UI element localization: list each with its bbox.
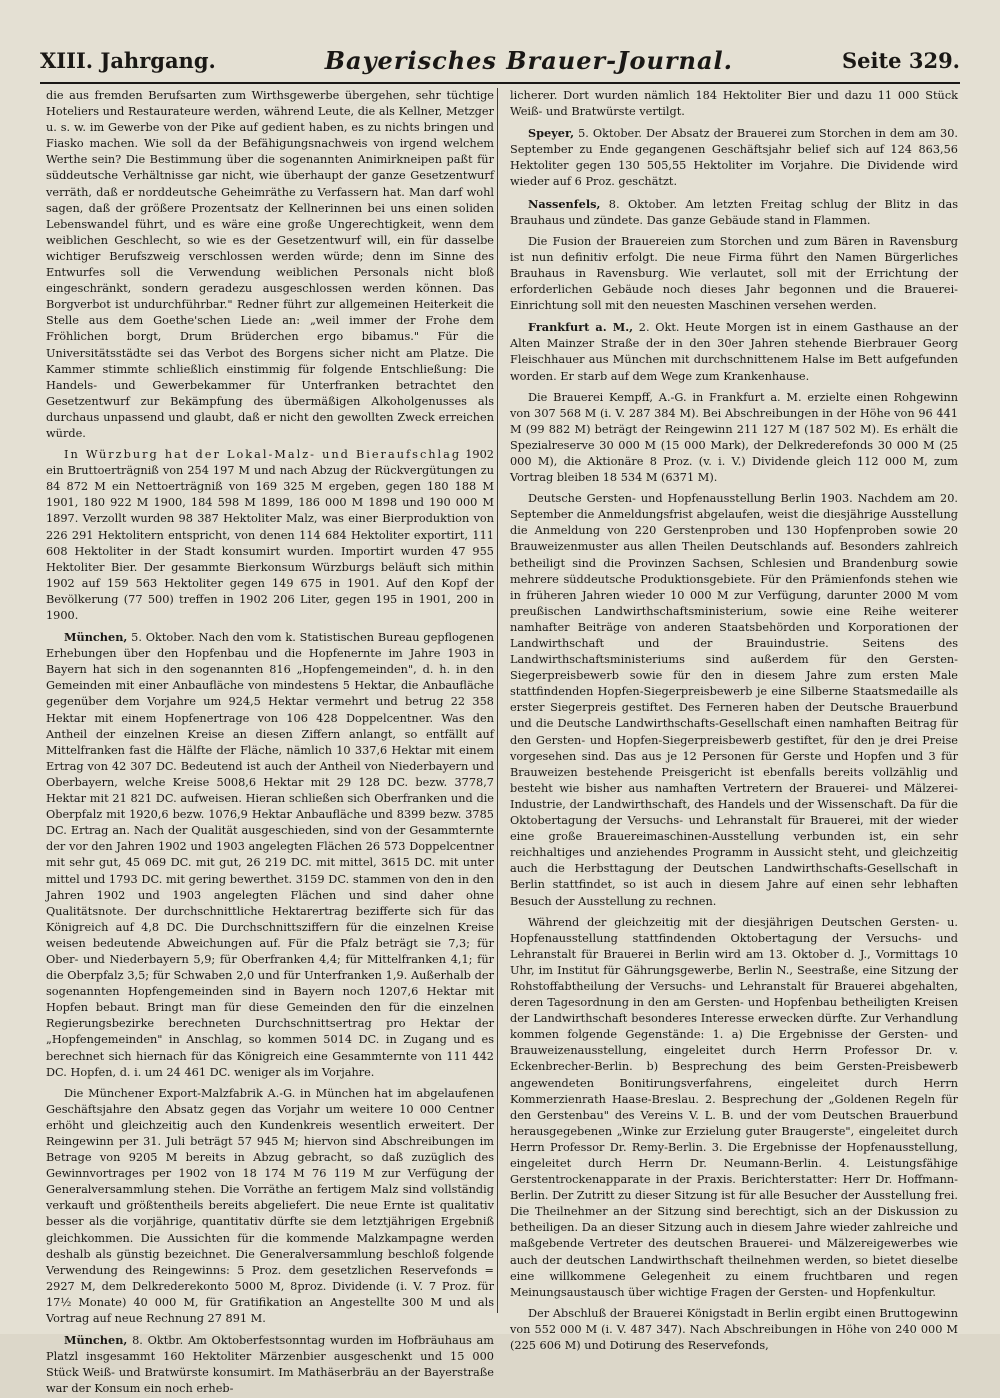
article-body: 2. Okt. Heute Morgen ist in einem Gasthause an der Alten Mainzer Straße der in den 30er Jahren stehende Bierbrauer Georg Fleischhauer aus München mit durchschnittenem Halse im Bett aufgefunden worden. Er starb auf dem Wege zum Krankenhause.	[510, 321, 958, 383]
header-rule	[40, 82, 960, 84]
article-paragraph	[46, 1332, 494, 1397]
article-lead: Speyer,	[528, 126, 575, 141]
article-paragraph	[510, 196, 958, 229]
article-paragraph: Die Brauerei Kempff, A.-G. in Frankfurt a. M. erzielte einen Rohgewinn von 307 568 M (i. V. 287 384 M). Bei Abschreibungen in der Höhe von 96 441 M (99 882 M) beträgt der Reingewinn 211 127 M (187 502 M). Es erhält die Spezialreserve 30 000 M (15 000 Mark), der Delkrederefonds 30 000 M (25 000 M), die Aktionäre 8 Proz. (v. i. V.) Dividende gleich 112 000 M, zum Vortrag bleiben 18 534 M (6371 M).	[510, 390, 958, 485]
article-body: 8. Oktober. Am letzten Freitag schlug der Blitz in das Brauhaus und zündete. Das ganze Gebäude stand in Flammen.	[510, 197, 958, 227]
article-lead: In Würzburg hat der Lokal-Malz- und Bieraufschlag	[64, 448, 462, 462]
article-body: 5. Oktober. Nach den vom k. Statistischen Bureau gepflogenen Erhebungen über den Hopfenbau und die Hopfenernte im Jahre 1903 in Bayern hat sich in den sogenannten 816 „Hopfengemeinden", d. h. in den Gemeinden mit einer Anbaufläche von mindestens 5 Hektar, die Anbaufläche gegenüber dem Vorjahre um 924,5 Hektar vermehrt und betrug 22 358 Hektar mit einem Hopfenertrage von 106 428 Doppelcentner. Was den Antheil der einzelnen Kreise an diesen Ziffern anlangt, so entfällt auf Mittelfranken fast die Hälfte der Fläche, nämlich 10 337,6 Hektar mit einem Ertrag von 42 307 DC. Bedeutend ist auch der Antheil von Niederbayern und Oberbayern, welche Kreise 5008,6 Hektar mit 29 128 DC. bezw. 3778,7 Hektar mit 21 821 DC. aufweisen. Hieran schließen sich Oberfranken und die Oberpfalz mit 1920,6 bezw. 1076,9 Hektar Anbaufläche und 8399 bezw. 3785 DC. Ertrag an. Nach der Qualität ausgeschieden, sind von der Gesammternte der vor den Jahren 1902 und 1903 angelegten Flächen 26 573 Doppelcentner mit sehr gut, 45 069 DC. mit gut, 26 219 DC. mit mittel, 3615 DC. mit unter mittel und 1793 DC. mit gering bewerthet. 3159 DC. stammen von den in den Jahren 1902 und 1903 angelegten Flächen und sind daher ohne Qualitätsnote. Der durchschnittliche Hektarertrag bezifferte sich für das Königreich auf 4,8 DC. Die Durchschnittsziffern für die einzelnen Kreise weisen bedeutende Abweichungen auf. Für die Pfalz beträgt sie 7,3; für Ober- und Niederbayern 5,9; für Oberfranken 4,4; für Mittelfranken 4,1; für die Oberpfalz 3,5; für Schwaben 2,0 und für Unterfranken 1,9. Außerhalb der sogenannten Hopfengemeinden sind in Bayern noch 1207,6 Hektar mit Hopfen bebaut. Bringt man für diese Gemeinden den für die einzelnen Regierungsbezirke berechneten Durchschnittsertrag pro Hektar der „Hopfengemeinden" in Anschlag, so kommen 5014 DC. in Zugang und es berechnet sich hiernach für das Königreich eine Gesammternte von 111 442 DC. Hopfen, d. i. um 24 461 DC. weniger als im Vorjahre.	[46, 631, 494, 1079]
article-paragraph: die aus fremden Berufsarten zum Wirthsgewerbe übergehen, sehr tüchtige Hoteliers und Restaurateure werden, während Leute, die als Kellner, Metzger u. s. w. im Gewerbe von der Pike auf gedient haben, es zu nichts bringen und Fiasko machen. Wie soll da der Befähigungsnachweis von irgend welchem Werthe sein? Die Bestimmung über die sogenannten Animirkneipen paßt für süddeutsche Verhältnisse gar nicht, wie überhaupt der ganze Gesetzentwurf verräth, daß er norddeutsche Geheimräthe zu Verfassern hat. Man darf wohl sagen, daß der größere Prozentsatz der Kellnerinnen bei uns einen soliden Lebenswandel führt, und es wäre eine große Ungerechtigkeit, wenn dem weiblichen Geschlecht, so wie es der Gesetzentwurf will, ein für dasselbe wichtiger Berufszweig verschlossen werden würde; denn im Sinne des Entwurfes soll die Verwendung weiblichen Personals nicht bloß eingeschränkt, sondern geradezu ausgeschlossen werden können. Das Borgverbot ist undurchführbar." Redner führt zur allgemeinen Heiterkeit die Stelle aus dem Goethe'schen Liede an: „weil immer der Frohe dem Fröhlichen borgt, Drum Brüderchen ergo bibamus." Für die Universitätsstädte sei das Verbot des Borgens sicher nicht am Platze. Die Kammer stimmte schließlich einstimmig für folgende Entschließung: Die Handels- und Gewerbekammer für Unterfranken betrachtet den Gesetzentwurf zur Bekämpfung des übermäßigen Alkoholgenusses als durchaus unpassend und glaubt, daß er nicht den gewollten Zweck erreichen würde.	[46, 89, 494, 440]
article-paragraph	[510, 319, 958, 384]
article-body: 5. Oktober. Der Absatz der Brauerei zum Storchen in dem am 30. September zu Ende gegangenen Geschäftsjahr belief sich auf 124 863,56 Hektoliter gegen 130 505,55 Hektoliter im Vorjahre. Die Dividende wird wieder auf 6 Proz. geschätzt.	[510, 127, 958, 189]
article-paragraph: Die Fusion der Brauereien zum Storchen und zum Bären in Ravensburg ist nun definitiv erfolgt. Die neue Firma führt den Namen Bürgerliches Brauhaus in Ravensburg. Wie verlautet, soll mit der Errichtung der erforderlichen Gebäude noch dieses Jahr begonnen und die Brauerei-Einrichtung soll mit den neuesten Maschinen versehen werden.	[510, 234, 958, 313]
article-paragraph: Deutsche Gersten- und Hopfenausstellung Berlin 1903. Nachdem am 20. September die Anmeldungsfrist abgelaufen, weist die diesjährige Ausstellung die Anmeldung von 220 Gerstenproben und 130 Hopfenproben sowie 20 Brauweizenmuster aus allen Theilen Deutschlands auf. Besonders zahlreich betheiligt sind die Provinzen Sachsen, Schlesien und Brandenburg sowie mehrere süddeutsche Produktionsgebiete. Für den Prämienfonds stehen wie in früheren Jahren wieder 10 000 M zur Verfügung, darunter 2000 M vom preußischen Landwirthschaftsministerium, sowie eine Reihe weiterer namhafter Beiträge von anderen Staatsbehörden und Korporationen der Landwirthschaft und der Brauindustrie. Seitens des Landwirthschaftsministeriums sind außerdem für den Gersten-Siegerpreisbewerb sowie für den in diesem Jahre zum ersten Male stattfindenden Hopfen-Siegerpreisbewerb je eine Silberne Staatsmedaille als erster Siegerpreis gestiftet. Des Ferneren haben der Deutsche Brauerbund und die Deutsche Landwirthschafts-Gesellschaft einen namhaften Beitrag für den Gersten- und Hopfen-Siegerpreisbewerb gestiftet, für den je drei Preise vorgesehen sind. Das aus je 12 Personen für Gerste und Hopfen und 3 für Brauweizen bestehende Preisgericht ist ebenfalls bereits vollzählig und besteht wie bisher aus namhaften Vertretern der Brauerei- und Mälzerei-Industrie, der Landwirthschaft, des Handels und der Wissenschaft. Da für die Oktobertagung der Versuchs- und Lehranstalt für Brauerei, mit der wieder eine große Brauereimaschinen-Ausstellung verbunden ist, ein sehr reichhaltiges und anziehendes Programm in Aussicht steht, und gleichzeitig auch die Herbsttagung der Deutschen Landwirthschafts-Gesellschaft in Berlin stattfindet, so ist auch in diesem Jahre auf einen sehr lebhaften Besuch der Ausstellung zu rechnen.	[510, 492, 958, 908]
article-lead: München,	[64, 630, 128, 645]
article-paragraph: licherer. Dort wurden nämlich 184 Hektoliter Bier und dazu 11 000 Stück Weiß- und Bratwürste vertilgt.	[510, 89, 958, 119]
page-number: Seite 329.	[841, 47, 960, 73]
volume-label: XIII. Jahrgang.	[40, 47, 216, 73]
left-column	[46, 88, 494, 1396]
article-lead: München,	[64, 1333, 128, 1348]
article-paragraph: Die Münchener Export-Malzfabrik A.-G. in München hat im abgelaufenen Geschäftsjahre den Absatz gegen das Vorjahr um weitere 10 000 Centner erhöht und gleichzeitig auch den Kundenkreis wesentlich erweitert. Der Reingewinn per 31. Juli beträgt 57 945 M; hiervon sind Abschreibungen im Betrage von 9205 M bereits in Abzug gebracht, so daß zuzüglich des Gewinnvortrages per 1902 von 18 174 M 76 119 M zur Verfügung der Generalversammlung stehen. Die Vorräthe an fertigem Malz sind vollständig verkauft und größtentheils bereits abgeliefert. Die neue Ernte ist qualitativ besser als die vorjährige, quantitativ dürfte sie dem letztjährigen Ergebniß gleichkommen. Die Aussichten für die kommende Malzkampagne werden deshalb als günstig bezeichnet. Die Generalversammlung beschloß folgende Verwendung des Reingewinns: 5 Proz. dem gesetzlichen Reservefonds = 2927 M, dem Delkrederekonto 5000 M, 8proz. Dividende (i. V. 7 Proz. für 17½ Monate) 40 000 M, für Gratifikation an Angestellte 300 M und als Vortrag auf neue Rechnung 27 891 M.	[46, 1086, 494, 1326]
article-paragraph: Der Abschluß der Brauerei Königstadt in Berlin ergibt einen Bruttogewinn von 552 000 M (i. V. 487 347). Nach Abschreibungen in Höhe von 240 000 M (225 606 M) und Dotirung des Reservefonds,	[510, 1306, 958, 1353]
article-lead: Nassenfels,	[528, 196, 601, 211]
article-paragraph	[510, 125, 958, 190]
right-column	[510, 88, 958, 1353]
column-divider	[497, 88, 498, 1313]
article-paragraph	[46, 629, 494, 1081]
article-body: 1902 ein Bruttoerträgniß von 254 197 M und nach Abzug der Rückvergütungen zu 84 872 M ein Nettoerträgniß von 169 325 M ergeben, gegen 180 188 M 1901, 180 922 M 1900, 184 598 M 1899, 186 000 M 1898 und 190 000 M 1897. Verzollt wurden 98 387 Hektoliter Malz, was einer Bierproduktion von 226 291 Hektolitern entspricht, von denen 114 684 Hektoliter exportirt, 111 608 Hektoliter in der Stadt konsumirt wurden. Importirt wurden 47 955 Hektoliter Bier. Der gesammte Bierkonsum Würzburgs beläuft sich mithin 1902 auf 159 563 Hektoliter gegen 149 675 in 1901. Auf den Kopf der Bevölkerung (77 500) treffen in 1902 206 Liter, gegen 195 in 1901, 200 in 1900.	[46, 448, 494, 622]
article-lead: Frankfurt a. M.,	[528, 320, 634, 335]
article-paragraph: Während der gleichzeitig mit der diesjährigen Deutschen Gersten- u. Hopfenausstellung stattfindenden Oktobertagung der Versuchs- und Lehranstalt für Brauerei in Berlin wird am 13. Oktober d. J., Vormittags 10 Uhr, im Institut für Gährungsgewerbe, Berlin N., Seestraße, eine Sitzung der Rohstoffabtheilung der Versuchs- und Lehranstalt für Brauerei abgehalten, deren Tagesordnung in den am Gersten- und Hopfenbau betheiligten Kreisen der Landwirthschaft besonderes Interesse erwecken dürfte. Zur Verhandlung kommen folgende Gegenstände: 1. a) Die Ergebnisse der Gersten- und Brauweizenausstellung, eingeleitet durch Herrn Professor Dr. v. Eckenbrecher-Berlin. b) Besprechung des beim Gersten-Preisbewerb angewendeten Bonitirungsverfahrens, eingeleitet durch Herrn Kommerzienrath Haase-Breslau. 2. Besprechung der „Goldenen Regeln für den Gerstenbau" des Vereins V. L. B. und der vom Deutschen Brauerbund herausgegebenen „Winke zur Erzielung guter Braugerste", eingeleitet durch Herrn Professor Dr. Remy-Berlin. 3. Die Ergebnisse der Hopfenausstellung, eingeleitet durch Herrn Dr. Neumann-Berlin. 4. Leistungsfähige Gerstentrockenapparate in der Praxis. Berichterstatter: Herr Dr. Hoffmann-Berlin. Der Zutritt zu dieser Sitzung ist für alle Besucher der Ausstellung frei. Die Theilnehmer an der Sitzung sind berechtigt, sich an der Diskussion zu betheiligen. Da an dieser Sitzung auch in diesem Jahre wieder zahlreiche und maßgebende Vertreter des deutschen Brauerei- und Mälzereigewerbes wie auch der deutschen Landwirthschaft theilnehmen werden, so bietet dieselbe eine willkommene Gelegenheit zu einem fruchtbaren und regen Meinungsaustausch über wichtige Fragen der Gersten- und Hopfenkultur.	[510, 915, 958, 1299]
page-header	[40, 40, 960, 80]
journal-title: Bayerisches Brauer-Journal.	[324, 45, 734, 75]
article-paragraph	[46, 447, 494, 624]
article-body: 8. Oktbr. Am Oktoberfestsonntag wurden im Hofbräuhaus am Platzl insgesammt 160 Hektoliter Märzenbier ausgeschenkt und 15 000 Stück Weiß- und Bratwürste konsumirt. Im Mathäserbräu an der Bayerstraße war der Konsum ein noch erheb-	[46, 1334, 494, 1396]
